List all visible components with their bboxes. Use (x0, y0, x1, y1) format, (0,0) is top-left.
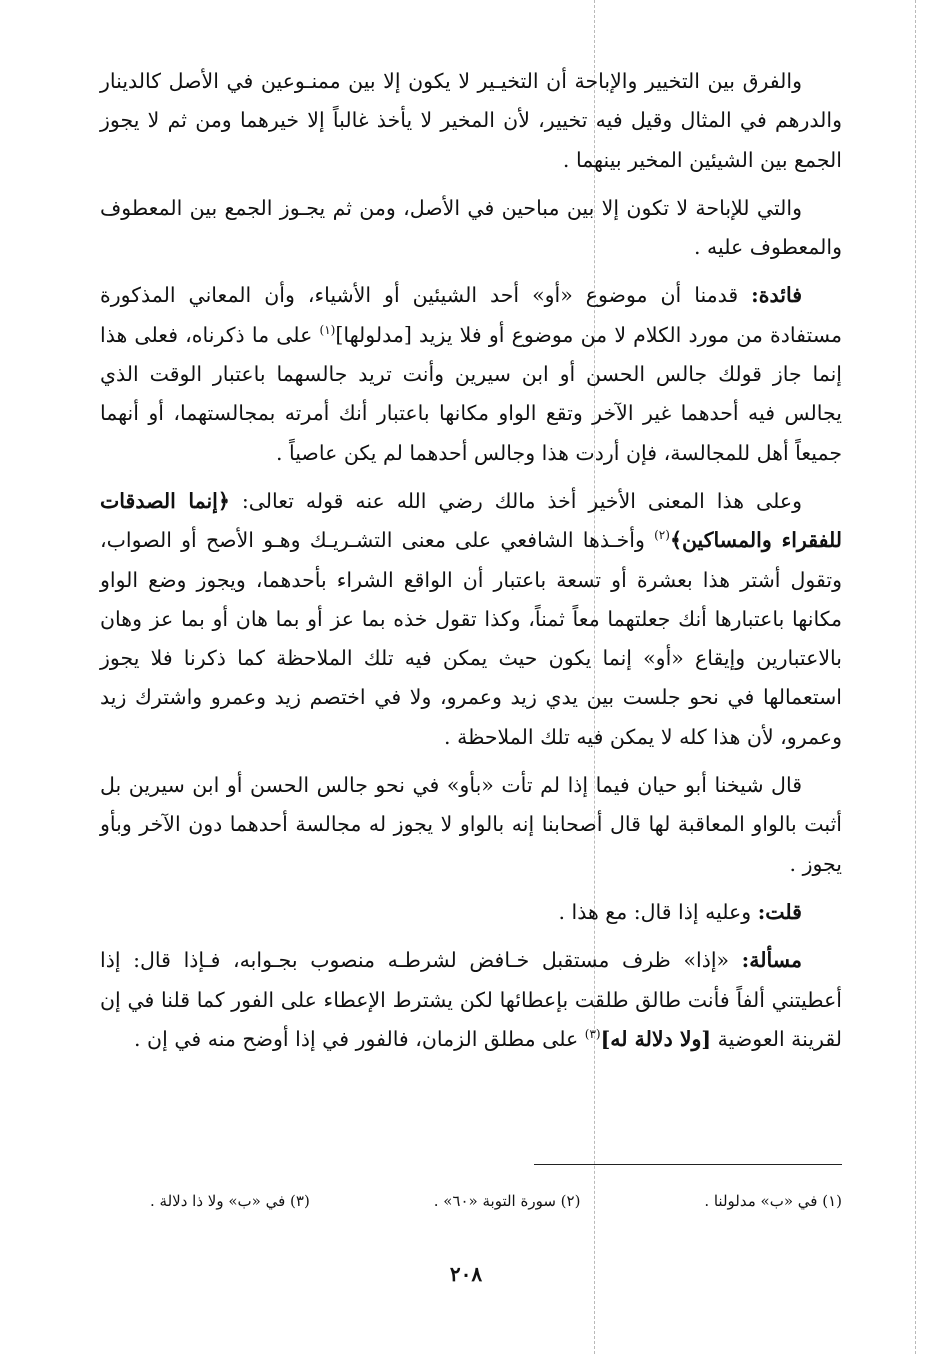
footnote-3: (٣) في «ب» ولا ذا دلالة . (150, 1192, 310, 1210)
bold-text: [ولا دلالة له] (600, 1026, 712, 1051)
paragraph (100, 893, 842, 932)
bold-text: فائدة: (751, 283, 802, 308)
main-text (100, 62, 842, 1068)
text-run: «إذا» ظرف مستقبل خـافض لشرطـه منصوب بجـوابه، فـإذا قال: إذا أعطيتني ألفاً فأنت طالق طلقت بإعطائها لكن يشترط الإعطاء على الفور كما قلنا في إن لقرينة العوضية (100, 948, 842, 1051)
text-run: قدمنا أن موضوع «أو» أحد الشيئين أو الأشياء، وأن المعاني المذكورة مستفادة من مورد الكلام لا من موضوع أو فلا يزيد [مدلولها] (100, 283, 842, 347)
text-run: وأخـذها الشافعي على معنى التشـريـك وهـو الأصح أو الصواب، وتقول أشتر هذا بعشرة أو تسعة باعتبار أن الواقع الشراء بأحدهما، ويجوز وضع الواو مكانها باعتبارها أنك جعلتهما معاً ثمناً، وكذا تقول خذه بما عز أو بما هان أو بما عز وهان بالاعتبارين وإيقاع «أو» إنما يكون حيث يمكن فيه تلك الملاحظة كما ذكرنا فلا يجوز استعمالها في نحو جلست بين يدي زيد وعمرو، ولا في اختصم زيد وعمرو واشترك زيد وعمرو، لأن هذا كله لا يمكن فيه تلك الملاحظة . (100, 528, 842, 749)
text-run: والتي للإباحة لا تكون إلا بين مباحين في الأصل، ومن ثم يجـوز الجمع بين المعطوف والمعطوف عليه . (100, 195, 842, 260)
paragraph (100, 482, 842, 757)
paragraph (100, 276, 842, 472)
text-run: قال شيخنا أبو حيان فيما إذا لم تأت «بأو» في نحو جالس الحسن أو ابن سيرين بل أثبت بالواو المعاقبة لها قال أصحابنا إنه بالواو لا يجوز له مجالسة أحدهما دون الآخر وبأو يجوز . (100, 773, 842, 876)
scan-edge-line (915, 0, 916, 1354)
footnote-ref: (١) (319, 322, 336, 337)
footnote-ref: (٢) (654, 528, 670, 543)
paragraph (100, 766, 842, 884)
text-run: وعلى هذا المعنى الأخير أخذ مالك رضي الله عنه قوله تعالى: (229, 488, 802, 513)
page-number: ٢٠٨ (449, 1262, 483, 1286)
text-run: وعليه إذا قال: مع هذا . (558, 899, 758, 924)
text-run: على ما ذكرناه، فعلى هذا إنما جاز قولك جالس الحسن أو ابن سيرين وأنت تريد جالسهما باعتبار الوقت الذي يجالس فيه أحدهما غير الآخر وتقع الواو مكانها باعتبار أنك أمرته بمجالستهما، أو أنهما جميعاً أهل للمجالسة، فإن أردت هذا وجالس أحدهما لم يكن عاصياً . (100, 322, 842, 465)
footnote-separator (534, 1164, 842, 1165)
text-run: على مطلق الزمان، فالفور في إذا أوضح منه في إن . (134, 1026, 585, 1051)
footnote-1: (١) في «ب» مدلولنا . (704, 1192, 842, 1210)
paragraph (100, 62, 842, 180)
bold-text: مسألة: (741, 948, 802, 973)
paragraph (100, 189, 842, 268)
footnote-2: (٢) سورة التوبة «٦٠» . (433, 1192, 581, 1210)
bold-text: ﴿إنما الصدقات للفقراء والمساكين﴾ (100, 488, 842, 553)
footnotes (150, 1190, 842, 1212)
footnote-ref: (٣) (584, 1027, 601, 1041)
paragraph (100, 941, 842, 1059)
bold-text: قلت: (757, 899, 802, 924)
text-run: والفرق بين التخيير والإباحة أن التخيـير لا يكون إلا بين ممنـوعين في الأصل كالدينار والدرهم في المثال وقيل فيه تخيير، لأن المخير لا يأخذ غالباً إلا خيرهما ومن ثم لا يجوز الجمع بين الشيئين المخير بينهما . (100, 69, 842, 172)
